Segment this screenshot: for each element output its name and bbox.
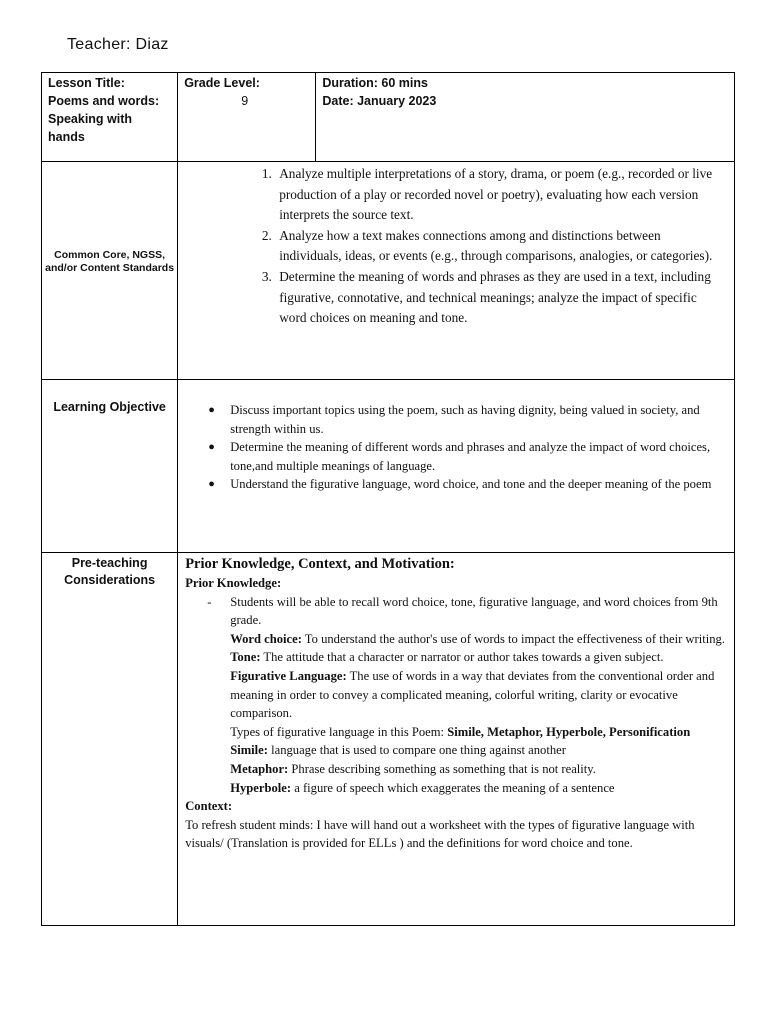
- prior-knowledge-intro: - Students will be able to recall word choice, tone, figurative language, and word choices from 9th grade.: [207, 594, 718, 628]
- word-choice-definition: Word choice: To understand the author's use of words to impact the effectiveness of their writing.: [230, 631, 725, 646]
- objective-item: ● Determine the meaning of different words and phrases and analyze the impact of word choices, tone,and multiple meanings of language.: [208, 440, 711, 473]
- context-text: To refresh student minds: I have will hand out a worksheet with the types of figurative language with visuals/ (Translation is provided for ELLs ) and the definitions for word choice and tone.: [185, 817, 695, 851]
- objective-cell: [178, 380, 735, 553]
- bullet-icon: ●: [208, 441, 215, 454]
- simile-definition: Simile: language that is used to compare one thing against another: [230, 743, 566, 758]
- duration-date-cell: [316, 73, 735, 162]
- teacher-name: Teacher: Diaz: [67, 36, 169, 53]
- objective-label: Learning Objective: [42, 380, 178, 553]
- bullet-icon: ●: [208, 404, 215, 416]
- lesson-title-value: Poems and words: Speaking with hands: [48, 94, 160, 144]
- lesson-title-label: Lesson Title:: [48, 76, 125, 90]
- hyperbole-definition: Hyperbole: a figure of speech which exaggerates the meaning of a sentence: [230, 780, 615, 795]
- dash-bullet-icon: -: [207, 594, 212, 609]
- standard-item: 3. Determine the meaning of words and phrases as they are used in a text, including figurative, connotative, and technical meanings; analyze the impact of specific word choices on meaning and tone.: [275, 267, 714, 329]
- standards-label: Common Core, NGSS, and/or Content Standards: [42, 162, 178, 380]
- duration: Duration: 60 mins: [322, 76, 428, 90]
- preteaching-heading: Prior Knowledge, Context, and Motivation:: [185, 556, 455, 572]
- objective-item: ● Understand the figurative language, word choice, and tone and the deeper meaning of the poem: [230, 475, 720, 494]
- standard-item: 1. Analyze multiple interpretations of a story, drama, or poem (e.g., recorded or live production of a play or recorded novel or poetry), evaluating how each version interprets the source text.: [275, 164, 714, 226]
- bullet-icon: ●: [208, 478, 215, 491]
- figurative-types: Types of figurative language in this Poem: Simile, Metaphor, Hyperbole, Personification: [230, 724, 691, 739]
- standards-row: [42, 162, 735, 380]
- figurative-language-definition: Figurative Language: The use of words in a way that deviates from the conventional order and meaning in order to convey a complicated meaning, colorful writing, clarity or evocative comparison.: [230, 668, 715, 721]
- preteaching-row: [42, 553, 735, 926]
- objective-list: [178, 380, 734, 494]
- grade-level-value: 9: [241, 94, 249, 108]
- prior-knowledge-heading: Prior Knowledge:: [185, 576, 282, 590]
- grade-level-cell: [178, 73, 316, 162]
- preteaching-label: Pre-teaching Considerations: [42, 553, 178, 926]
- lesson-info-row: [42, 73, 735, 162]
- standards-cell: [178, 162, 735, 380]
- standard-item: 2. Analyze how a text makes connections among and distinctions between individuals, ideas, or events (e.g., through comparisons, analogies, or categories).: [275, 226, 714, 267]
- grade-level-label: Grade Level:: [184, 76, 260, 90]
- lesson-title-cell: [42, 73, 178, 162]
- date: Date: January 2023: [322, 94, 437, 108]
- tone-definition: Tone: The attitude that a character or narrator or author takes towards a given subject.: [230, 650, 664, 665]
- metaphor-definition: Metaphor: Phrase describing something as something that is not reality.: [230, 761, 596, 776]
- objective-row: [42, 380, 735, 553]
- objective-item: ● Discuss important topics using the poem, such as having dignity, being valued in society, and strength within us.: [208, 403, 700, 436]
- preteaching-cell: [178, 553, 735, 926]
- lesson-plan-table: [41, 72, 735, 926]
- context-heading: Context:: [185, 799, 233, 814]
- standards-list: [178, 162, 734, 329]
